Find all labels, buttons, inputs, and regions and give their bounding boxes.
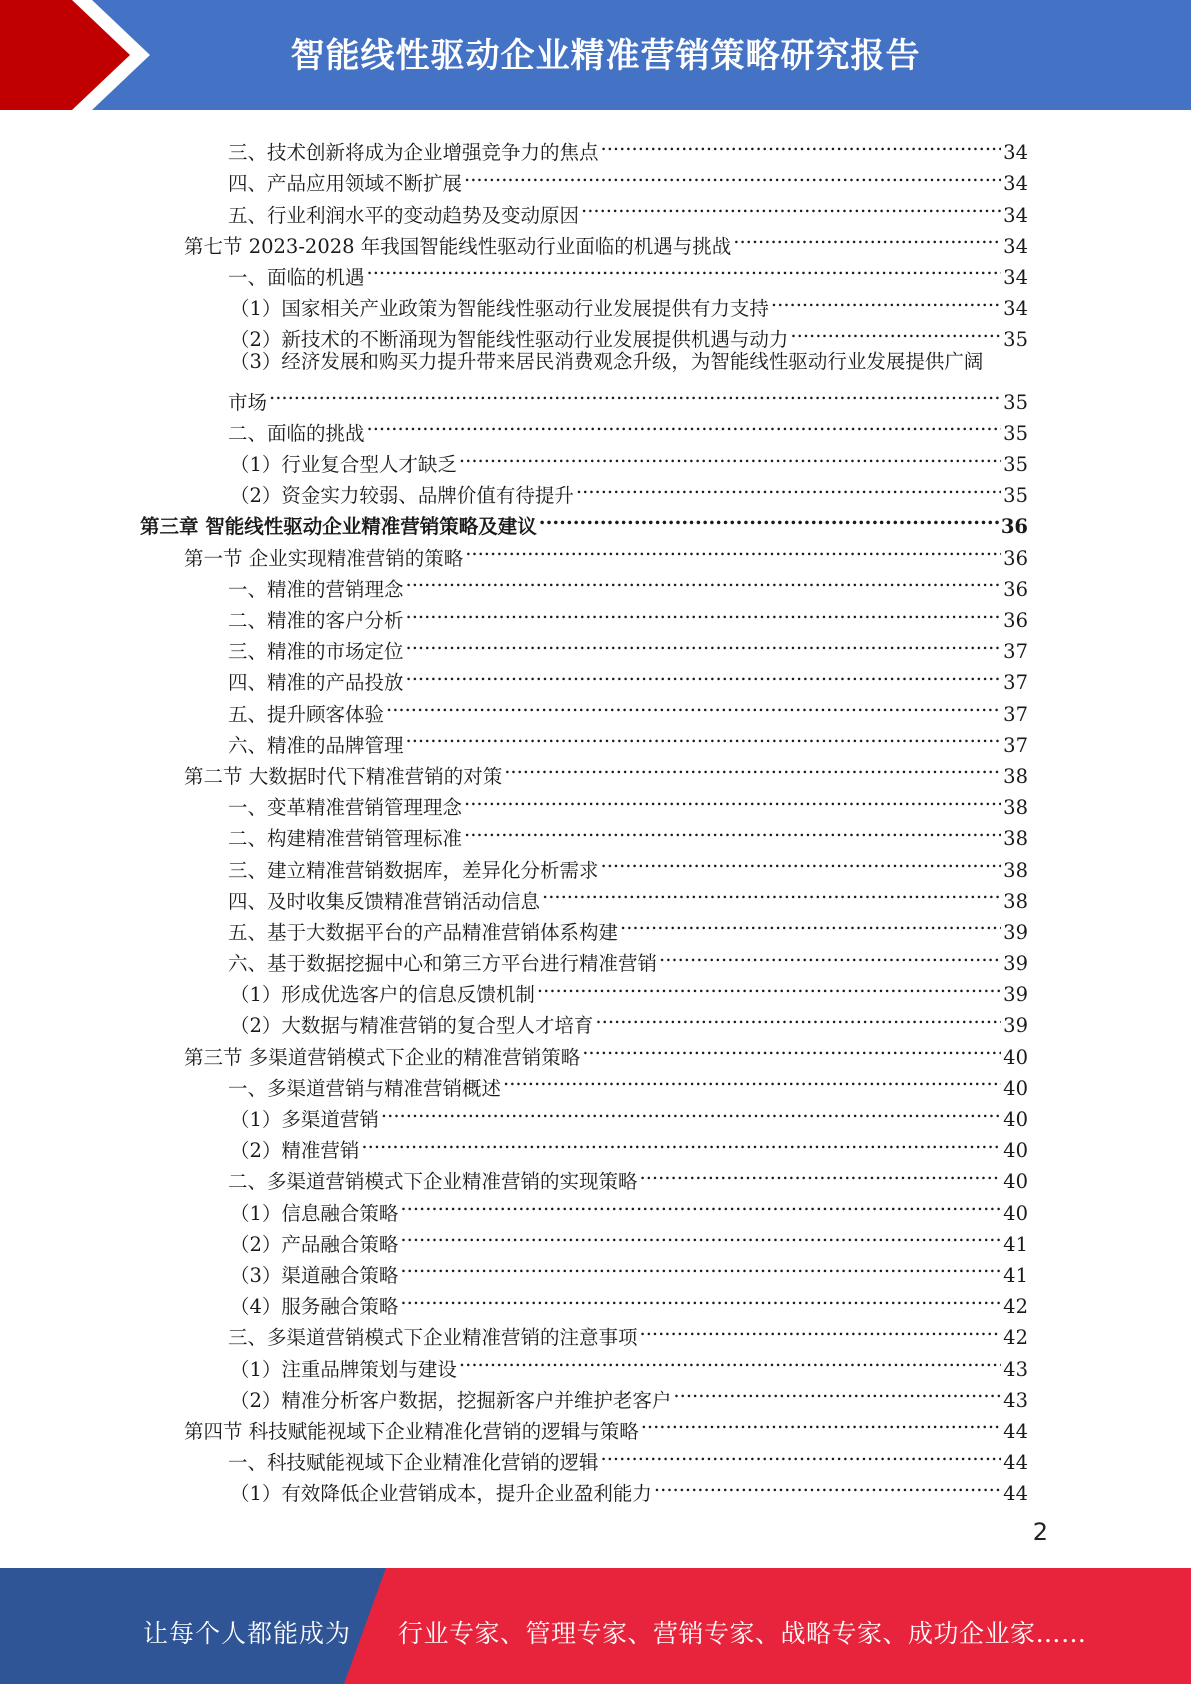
toc-dot-leader (539, 502, 999, 533)
toc-dot-leader (406, 721, 1002, 752)
toc-entry-title: 三、多渠道营销模式下企业精准营销的注意事项 (228, 1326, 638, 1350)
toc-dot-leader (640, 1157, 1002, 1188)
toc-entry-title: （1）形成优选客户的信息反馈机制 (230, 983, 535, 1007)
footer-slogan-right: 行业专家、管理专家、营销专家、战略专家、成功企业家…… (398, 1619, 1087, 1648)
toc-page-number: 34 (1003, 234, 1028, 258)
toc-dot-leader (367, 409, 1002, 440)
toc-page-number: 44 (1003, 1482, 1028, 1506)
toc-entry-title: 五、提升顾客体验 (228, 702, 385, 726)
toc-dot-leader (581, 190, 1001, 221)
toc-dot-leader (406, 658, 1002, 689)
toc-page-number: 40 (1003, 1139, 1028, 1163)
toc-page-number: 43 (1003, 1388, 1028, 1412)
toc-entry-title: 五、基于大数据平台的产品精准营销体系构建 (228, 920, 619, 944)
toc-entry-title: 五、行业利润水平的变动趋势及变动原因 (228, 203, 580, 227)
toc-entry[interactable] (140, 346, 1028, 377)
toc-dot-leader (406, 596, 1002, 627)
toc-entry-title: 第三章 智能线性驱动企业精准营销策略及建议 (140, 515, 537, 539)
toc-dot-leader (400, 1251, 1001, 1282)
toc-page-number: 38 (1003, 858, 1028, 882)
toc-entry-title: 第七节 2023-2028 年我国智能线性驱动行业面临的机遇与挑战 (184, 234, 732, 258)
toc-dot-leader (504, 752, 1001, 783)
toc-page-number: 42 (1003, 1326, 1028, 1350)
toc-dot-leader (595, 1001, 1001, 1032)
toc-entry-title: 二、构建精准营销管理标准 (228, 827, 463, 851)
toc-entry-title: 一、面临的机遇 (228, 265, 365, 289)
toc-entry-title: （2）新技术的不断涌现为智能线性驱动行业发展提供机遇与动力 (230, 328, 789, 352)
toc-page-number: 39 (1003, 983, 1028, 1007)
toc-entry-title: （2）精准分析客户数据，挖掘新客户并维护老客户 (230, 1388, 672, 1412)
toc-entry-title: （1）国家相关产业政策为智能线性驱动行业发展提供有力支持 (230, 297, 769, 321)
toc-page-number: 34 (1003, 203, 1028, 227)
toc-entry[interactable] (140, 128, 1028, 165)
toc-entry-title: 三、精准的市场定位 (228, 640, 404, 664)
toc-page-number: 41 (1003, 1232, 1028, 1256)
toc-entry-title: 一、多渠道营销与精准营销概述 (228, 1076, 502, 1100)
toc-dot-leader (640, 1313, 1002, 1344)
toc-entry-title: 四、及时收集反馈精准营销活动信息 (228, 889, 541, 913)
toc-dot-leader (386, 689, 1001, 720)
toc-dot-leader (400, 1220, 1001, 1251)
toc-entry-title: 二、精准的客户分析 (228, 609, 404, 632)
toc-entry-title: 一、精准的营销理念 (228, 577, 404, 601)
toc-entry-title: （1）有效降低企业营销成本，提升企业盈利能力 (230, 1482, 652, 1506)
toc-page-number: 35 (1003, 484, 1028, 508)
toc-entry-title: 四、产品应用领域不断扩展 (228, 172, 463, 196)
toc-entry-title: 第三节 多渠道营销模式下企业的精准营销策略 (184, 1045, 581, 1069)
toc-page-number: 40 (1003, 1170, 1028, 1194)
toc-dot-leader (542, 877, 1001, 908)
toc-page-number: 43 (1003, 1357, 1028, 1381)
toc-dot-leader (673, 1376, 1001, 1407)
toc-dot-leader (361, 1126, 1001, 1157)
toc-page-number: 40 (1003, 1201, 1028, 1225)
toc-page-number: 36 (1003, 577, 1028, 601)
toc-entry[interactable] (140, 378, 1028, 414)
toc-dot-leader (790, 315, 1001, 346)
toc-entry-title: 三、建立精准营销数据库，差异化分析需求 (228, 858, 599, 882)
toc-page-number: 35 (1003, 328, 1028, 352)
toc-entry-title: （4）服务融合策略 (230, 1295, 399, 1319)
toc-page-number: 40 (1003, 1045, 1028, 1069)
toc-page-number: 38 (1003, 827, 1028, 851)
toc-page-number: 40 (1003, 1076, 1028, 1100)
toc-dot-leader (601, 845, 1002, 876)
toc-page-number: 44 (1003, 1419, 1028, 1443)
toc-entry-title: 二、多渠道营销模式下企业精准营销的实现策略 (228, 1170, 638, 1194)
toc-dot-leader (601, 128, 1002, 159)
toc-page-number: 39 (1003, 952, 1028, 976)
toc-entry-title: （1）多渠道营销 (230, 1108, 379, 1131)
toc-dot-leader (459, 1344, 1001, 1375)
toc-entry-title: 第四节 科技赋能视域下企业精准化营销的逻辑与策略 (184, 1419, 639, 1443)
toc-page-number: 36 (1000, 515, 1028, 539)
toc-page-number: 36 (1003, 546, 1028, 570)
toc-page-number: 37 (1003, 702, 1028, 726)
toc-entry-title: （2）大数据与精准营销的复合型人才培育 (230, 1014, 594, 1038)
toc-entry-title: 六、精准的品牌管理 (228, 733, 404, 757)
toc-dot-leader (464, 814, 1001, 845)
toc-dot-leader (641, 1407, 1001, 1438)
toc-dot-leader (582, 1032, 1001, 1063)
toc-entry-title: 一、变革精准营销管理理念 (228, 796, 463, 820)
toc-entry-title: 市场 (228, 390, 268, 414)
toc-entry-title: 六、基于数据挖掘中心和第三方平台进行精准营销 (228, 952, 658, 976)
toc-page-number: 39 (1003, 1014, 1028, 1038)
toc-dot-leader (406, 565, 1002, 596)
toc-page-number: 44 (1003, 1451, 1028, 1475)
toc-page-number: 34 (1003, 297, 1028, 321)
toc-dot-leader (659, 939, 1001, 970)
toc-dot-leader (381, 1095, 1001, 1126)
toc-entry-title: （2）产品融合策略 (230, 1232, 399, 1256)
page-header (0, 0, 1191, 110)
toc-entry-title: 一、科技赋能视域下企业精准化营销的逻辑 (228, 1451, 599, 1475)
toc-entry-title: （3）经济发展和购买力提升带来居民消费观念升级，为智能线性驱动行业发展提供广阔 (230, 350, 984, 374)
toc-page-number: 38 (1003, 889, 1028, 913)
toc-page-number: 38 (1003, 796, 1028, 820)
toc-dot-leader (464, 159, 1001, 190)
toc-page-number: 42 (1003, 1295, 1028, 1319)
toc-page-number: 38 (1003, 764, 1028, 788)
toc-dot-leader (576, 471, 1001, 502)
page-number: 2 (1032, 1518, 1048, 1546)
toc-page-number: 39 (1003, 920, 1028, 944)
toc-dot-leader (771, 284, 1001, 315)
toc-dot-leader (400, 1282, 1001, 1313)
toc-page-number: 41 (1003, 1263, 1028, 1287)
toc-dot-leader (406, 627, 1002, 658)
toc-dot-leader (537, 970, 1001, 1001)
toc-page-number: 35 (1003, 390, 1028, 414)
toc-page-number: 40 (1003, 1108, 1028, 1131)
toc-page-number: 34 (1003, 265, 1028, 289)
toc-entry[interactable] (140, 409, 1028, 445)
toc-entry-title: （2）精准营销 (230, 1139, 360, 1163)
toc-entry-title: （3）渠道融合策略 (230, 1263, 399, 1287)
toc-entry-title: （1）注重品牌策划与建设 (230, 1357, 457, 1381)
toc-entry-title: 三、技术创新将成为企业增强竞争力的焦点 (228, 141, 599, 165)
toc-entry-title: 第二节 大数据时代下精准营销的对策 (184, 764, 503, 788)
toc-page-number: 36 (1003, 609, 1028, 632)
toc-entry-title: 二、面临的挑战 (228, 421, 365, 445)
footer-slogan-left: 让每个人都能成为 (143, 1619, 352, 1648)
toc-dot-leader (654, 1469, 1001, 1500)
toc-page-number: 34 (1003, 172, 1028, 196)
toc-entry-title: 第一节 企业实现精准营销的策略 (184, 546, 464, 570)
toc-dot-leader (465, 533, 1001, 564)
toc-dot-leader (400, 1188, 1001, 1219)
toc-page-number: 35 (1003, 453, 1028, 477)
toc-dot-leader (601, 1438, 1002, 1469)
toc-dot-leader (464, 783, 1001, 814)
toc-page-number: 37 (1003, 733, 1028, 757)
toc-dot-leader (503, 1064, 1001, 1095)
toc-dot-leader (459, 440, 1001, 471)
toc-entry-title: （1）行业复合型人才缺乏 (230, 453, 457, 477)
toc-dot-leader (620, 908, 1001, 939)
report-title: 智能线性驱动企业精准营销策略研究报告 (290, 36, 921, 76)
table-of-contents (140, 128, 1028, 1506)
toc-dot-leader (269, 378, 1001, 409)
toc-page-number: 35 (1003, 421, 1028, 445)
toc-page-number: 37 (1003, 671, 1028, 695)
toc-page-number: 34 (1003, 141, 1028, 165)
toc-entry-title: （1）信息融合策略 (230, 1201, 399, 1225)
toc-entry-title: （2）资金实力较弱、品牌价值有待提升 (230, 484, 574, 508)
toc-dot-leader (733, 222, 1001, 253)
toc-dot-leader (367, 253, 1002, 284)
toc-page-number: 37 (1003, 640, 1028, 664)
toc-entry-title: 四、精准的产品投放 (228, 671, 404, 695)
